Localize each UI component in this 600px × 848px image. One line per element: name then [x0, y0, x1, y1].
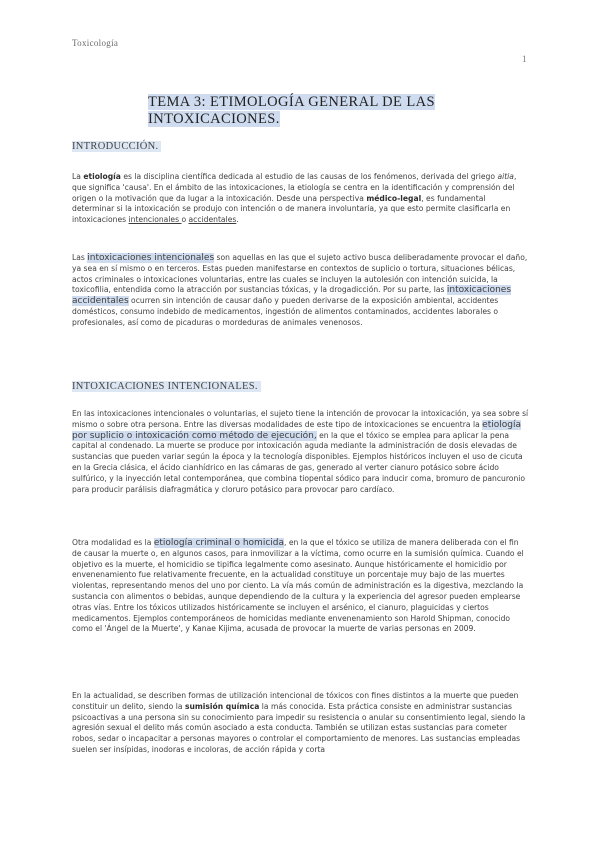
running-header: Toxicología [72, 38, 119, 48]
paragraph-etiology-definition: La etiología es la disciplina científica dedicada al estudio de las causas de los fenómenos, derivada del griego aitia, que significa 'causa'. En el ámbito de las intoxicaciones, la etiología se centra en la identificación y comprensión del origen o la motivación que da lugar a la intoxicación. Desde una perspectiva médico-legal, es fundamental determinar si la intoxicación se produjo con intención o de manera involuntaria, ya que esto permite clasificarla en intoxicaciones intencionales o accidentales. [72, 172, 517, 225]
highlight-criminal: etiología criminal o homicida [153, 538, 285, 548]
page-number: 1 [522, 54, 527, 64]
highlight-intentional: intoxicaciones intencionales [87, 253, 215, 263]
page-title [148, 94, 448, 128]
paragraph-intentional-vs-accidental: Las intoxicaciones intencionales son aquellas en las que el sujeto activo busca deliberadamente provocar el daño, ya sea en sí mismo o en terceros. Estas pueden manifestarse en contextos de suplicio o tortura, situaciones bélicas, actos criminales o intoxicaciones voluntarias, entre las cuales se incluyen la autolesión con intención suicida, la toxicofilia, entendida como la atracción por sustancias tóxicas, y la drogadicción. Por su parte, las intoxicaciones accidentales ocurren sin intención de causar daño y pueden derivarse de la exposición ambiental, accidentes domésticos, consumo indebido de medicamentos, ingestión de alimentos contaminados, accidentes laborales o profesionales, así como de picaduras o mordeduras de animales venenosos. [72, 253, 528, 327]
paragraph-chemical-submission: En la actualidad, se describen formas de utilización intencional de tóxicos con fines distintos a la muerte que pueden constituir un delito, siendo la sumisión química la más conocida. Esta práctica consiste en administrar sustancias psicoactivas a una persona sin su conocimiento para impedir su resistencia o anular su consentimiento legal, siendo la agresión sexual el delito más común asociado a esta conducta. También se utilizan estas sustancias para cometer robos, sedar o incapacitar a personas mayores o controlar el comportamiento de menores. Las sustancias empleadas suelen ser insípidas, inodoras e incoloras, de acción rápida y corta [72, 691, 526, 754]
highlight-accidental: intoxicaciones accidentales [72, 285, 512, 307]
section-heading-intentional: INTOXICACIONES INTENCIONALES. [72, 381, 261, 392]
paragraph-execution-etiology: En las intoxicaciones intencionales o voluntarias, el sujeto tiene la intención de provocar la intoxicación, ya sea sobre sí mismo o sobre otra persona. Entre las diversas modalidades de este tipo de intoxicaciones se encuentra la etiología por suplicio o intoxicación como método de ejecución, en la que el tóxico se emplea para aplicar la pena capital al condenado. La muerte se produce por intoxicación aguda mediante la administración de dosis elevadas de sustancias que pueden variar según la época y la tecnología disponibles. Ejemplos históricos incluyen el uso de cicuta en la Grecia clásica, el ácido cianhídrico en las cámaras de gas, generado al verter cianuro potásico sobre ácido sulfúrico, y la inyección letal contemporánea, que combina tiopental sódico para inducir coma, bromuro de pancuronio para producir parálisis diafragmática y cloruro potásico para provocar paro cardíaco. [72, 409, 529, 494]
paragraph-criminal-etiology: Otra modalidad es la etiología criminal o homicida, en la que el tóxico se utiliza de manera deliberada con el fin de causar la muerte o, en algunos casos, para inmovilizar a la víctima, como ocurre en la sumisión química. Cuando el objetivo es la muerte, el homicidio se tipifica legalmente como asesinato. Aunque históricamente el homicidio por envenenamiento fue relativamente frecuente, en la actualidad constituye un porcentaje muy bajo de las muertes violentas, representando menos del uno por ciento. La vía más común de administración es la digestiva, mezclando la sustancia con alimentos o bebidas, aunque dependiendo de la cultura y la experiencia del agresor pueden emplearse otras vías. Entre los tóxicos utilizados históricamente se incluyen el arsénico, el cianuro, plaguicidas y ciertos medicamentos. Ejemplos contemporáneos de homicidas mediante envenenamiento son Harold Shipman, conocido como el 'Ángel de la Muerte', y Kanae Kijima, acusada de provocar la muerte de varias personas en 2009. [72, 538, 524, 634]
title-text: TEMA 3: ETIMOLOGÍA GENERAL DE LAS INTOXICACIONES. [148, 94, 435, 127]
highlight-execution: etiología por suplicio o intoxicación como método de ejecución, [72, 419, 521, 441]
section-heading-intro: INTRODUCCIÓN. [72, 141, 161, 152]
